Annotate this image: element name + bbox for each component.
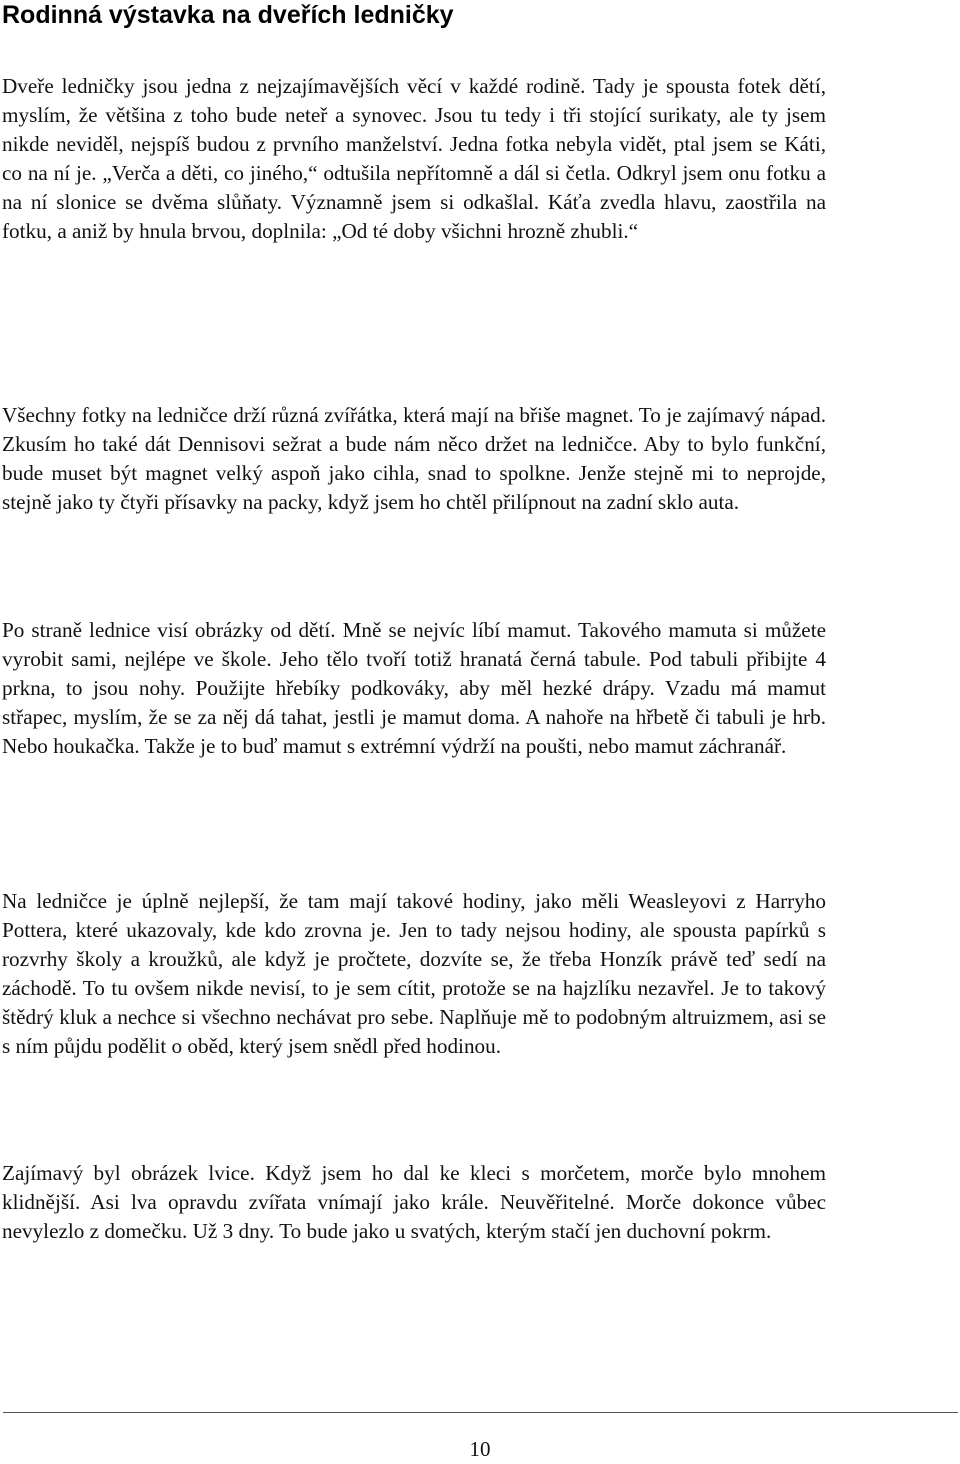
page-title: Rodinná výstavka na dveřích ledničky xyxy=(2,1,454,29)
paragraph-schedule-clock: Na ledničce je úplně nejlepší, že tam mají takové hodiny, jako měli Weasleyovi z Harryho Pottera, které ukazovaly, kde kdo zrovna je. Jen to tady nejsou hodiny, ale spousta papírků s rozvrhy školy a kroužků, ale když je pročtete, dozvíte se, že třeba Honzík právě teď sedí na záchodě. To tu ovšem nikde nevisí, to je sem cítit, protože se na hajzlíku nezavřel. Je to takový štědrý kluk a nechce si všechno nechávat pro sebe. Naplňuje mě to podobným altruizmem, asi se s ním půjdu podělit o oběd, který jsem snědl před hodinou. xyxy=(2,889,826,1058)
paragraph-mammoth-drawing: Po straně lednice visí obrázky od dětí. Mně se nejvíc líbí mamut. Takového mamuta si můžete vyrobit sami, nejlépe ve škole. Jeho tělo tvoří totiž hranatá černá tabule. Pod tabuli přibijte 4 prkna, to jsou nohy. Použijte hřebíky podkováky, aby měl hezké drápy. Vzadu má mamut střapec, myslím, že se za něj dá tahat, jestli je mamut doma. A nahoře na hřbetě či tabuli je hrb. Nebo houkačka. Takže je to buď mamut s extrémní výdrží na poušti, nebo mamut záchranář. xyxy=(2,618,826,758)
paragraph-fridge-door-photos: Dveře ledničky jsou jedna z nejzajímavějších věcí v každé rodině. Tady je spousta fotek dětí, myslím, že většina z toho bude neteř a synovec. Jsou tu tedy i tři stojící surikaty, ale ty jsem nikde neviděl, nejspíš budou z prvního manželství. Jedna fotka nebyla vidět, ptal jsem se Káti, co na ní je. „Verča a děti, co jiného,“ odtušila nepřítomně a dál si četla. Odkryl jsem onu fotku a na ní slonice se dvěma slůňaty. Významně jsem si odkašlal. Káťa zvedla hlavu, zaostřila na fotku, a aniž by hnula brvou, doplnila: „Od té doby všichni hrozně zhubli.“ xyxy=(2,74,826,243)
page-number: 10 xyxy=(469,1437,491,1461)
paragraph-animal-magnets: Všechny fotky na ledničce drží různá zvířátka, která mají na břiše magnet. To je zajímavý nápad. Zkusím ho také dát Dennisovi sežrat a bude nám něco držet na ledničce. Aby to bylo funkční, bude muset být magnet velký aspoň jako cihla, snad to spolkne. Jenže stejně mi to neprojde, stejně jako ty čtyři přísavky na packy, když jsem ho chtěl přilípnout na zadní sklo auta. xyxy=(2,403,826,514)
footer-divider xyxy=(3,1412,958,1413)
paragraph-lioness-picture: Zajímavý byl obrázek lvice. Když jsem ho dal ke kleci s morčetem, morče bylo mnohem klidnější. Asi lva opravdu zvířata vnímají jako krále. Neuvěřitelné. Morče dokonce vůbec nevylezlo z domečku. Už 3 dny. To bude jako u svatých, kterým stačí jen duchovní pokrm. xyxy=(2,1161,826,1243)
